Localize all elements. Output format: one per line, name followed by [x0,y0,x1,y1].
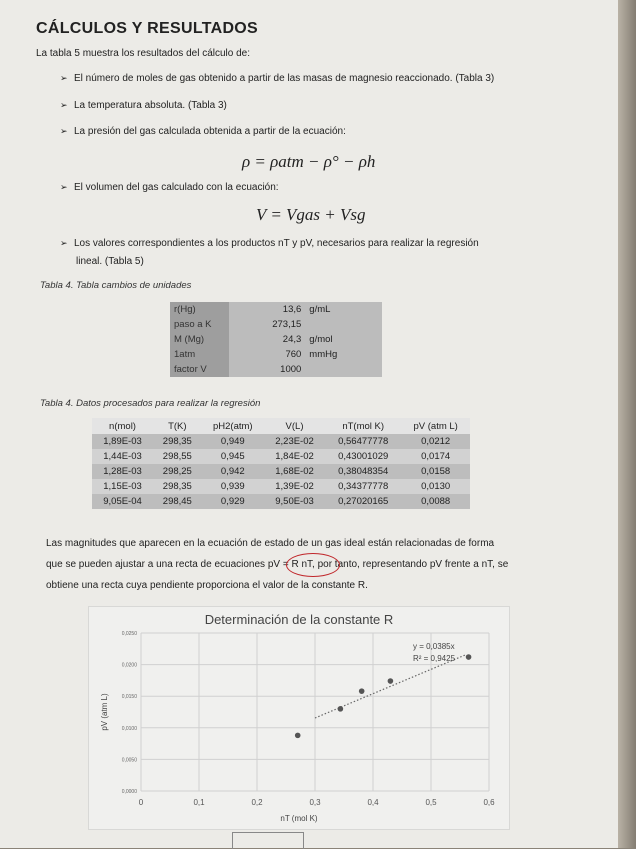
table-cell: 0,43001029 [325,449,401,464]
table-cell: 0,942 [202,464,264,479]
table-row [170,332,382,347]
y-tick-label: 0,0000 [121,789,137,795]
x-tick-label: 0,4 [367,798,379,807]
table-cell: 0,0212 [401,434,470,449]
row-value: 273,15 [272,319,302,330]
table-cell: 9,05E-04 [92,494,153,509]
units-table [170,302,382,377]
y-tick-label: 0,0250 [121,631,137,637]
table-row [92,479,470,494]
x-tick-label: 0,1 [193,798,205,807]
table-cell: 1,39E-02 [264,479,325,494]
column-header: pH2(atm) [202,418,264,434]
column-header: pV (atm L) [401,418,470,434]
page-fold-shape [232,832,304,849]
desk-background [618,0,636,848]
table-cell: 0,38048354 [325,464,401,479]
x-tick-label: 0,2 [251,798,263,807]
scatter-chart [89,607,509,829]
bullet-item: ➢ La temperatura absoluta. (Tabla 3) [60,100,227,111]
trendline-equation: y = 0,0385x [413,642,455,651]
handwritten-circle-annotation [286,553,340,577]
row-label: r(Hg) [170,302,229,317]
row-unit: g/mL [309,304,331,315]
table-cell: 0,0158 [401,464,470,479]
row-value: 24,3 [282,334,302,345]
paragraph-line: obtiene una recta cuya pendiente proporciona el valor de la constante R. [46,580,368,591]
table2-caption: Tabla 4. Datos procesados para realizar la regresión [40,398,261,409]
table-row [92,434,470,449]
table-row [92,464,470,479]
volume-equation: V = Vgas + Vsg [256,205,366,224]
table-cell: 1,89E-03 [92,434,153,449]
table-cell: 1,44E-03 [92,449,153,464]
data-point [338,706,344,712]
row-label: paso a K [170,317,229,332]
table-cell: 298,25 [153,464,202,479]
bullet-item: ➢ El volumen del gas calculado con la ecuación: [60,182,279,193]
x-axis-label: nT (mol K) [280,814,318,823]
table-row [170,362,382,377]
arrow-bullet-icon: ➢ [60,126,68,136]
data-point [466,654,472,660]
trendline-r2: R² = 0,9425 [413,654,456,663]
column-header: V(L) [264,418,325,434]
column-header: nT(mol K) [325,418,401,434]
table-row [170,317,382,332]
section-heading: CÁLCULOS Y RESULTADOS [36,20,259,37]
x-tick-label: 0 [138,798,144,807]
row-value: 1000 [280,364,302,375]
row-unit [305,362,382,377]
intro-text: La tabla 5 muestra los resultados del cálculo de: [36,48,251,59]
chart-title: Determinación de la constante R [204,612,394,627]
regression-data-table [92,418,470,509]
table-cell: 0,0088 [401,494,470,509]
row-value: 760 [285,349,302,360]
table-cell: 1,84E-02 [264,449,325,464]
table-cell: 9,50E-03 [264,494,325,509]
data-point [359,688,365,694]
row-value: 13,6 [282,304,302,315]
table-cell: 0,0130 [401,479,470,494]
table-row [92,494,470,509]
arrow-bullet-icon: ➢ [60,182,68,192]
data-point [295,733,301,739]
table-row [92,449,470,464]
x-tick-label: 0,6 [483,798,495,807]
table-cell: 2,23E-02 [264,434,325,449]
table-cell: 1,68E-02 [264,464,325,479]
paragraph-line: Las magnitudes que aparecen en la ecuación de estado de un gas ideal están relacionadas de forma [46,538,495,549]
table-cell: 0,27020165 [325,494,401,509]
column-header: T(K) [153,418,202,434]
y-tick-label: 0,0200 [121,662,137,669]
row-label: 1atm [170,347,229,362]
x-tick-label: 0,5 [425,798,437,807]
y-tick-label: 0,0100 [121,725,137,732]
bullet-item: ➢ Los valores correspondientes a los productos nT y pV, necesarios para realizar la regresión [60,238,479,249]
pressure-equation: ρ = ρatm − ρ° − ρh [242,152,376,171]
table-row [170,347,382,362]
row-unit: mmHg [309,349,338,360]
bullet-continuation: lineal. (Tabla 5) [76,256,144,267]
row-unit: g/mol [309,334,333,345]
table-cell: 0,56477778 [325,434,401,449]
table-row [170,302,382,317]
data-point [388,678,394,684]
table-cell: 1,28E-03 [92,464,153,479]
row-unit [305,317,382,332]
row-label: M (Mg) [170,332,229,347]
table-cell: 298,45 [153,494,202,509]
table-cell: 0,949 [202,434,264,449]
table-cell: 0,34377778 [325,479,401,494]
table-cell: 0,929 [202,494,264,509]
table-header-row [92,418,470,434]
table-cell: 298,35 [153,434,202,449]
y-tick-label: 0,0050 [121,757,137,764]
chart-area [88,606,510,830]
x-tick-label: 0,3 [309,798,321,807]
table-cell: 298,35 [153,479,202,494]
table-cell: 1,15E-03 [92,479,153,494]
table-cell: 298,55 [153,449,202,464]
table-cell: 0,939 [202,479,264,494]
paragraph-line: que se pueden ajustar a una recta de ecuaciones pV = R nT, por tanto, representando pV frente a nT, se [46,559,509,570]
y-axis-label: pV (atm L) [100,693,109,731]
bullet-item: ➢ La presión del gas calculada obtenida a partir de la ecuación: [60,126,346,137]
bullet-item: ➢ El número de moles de gas obtenido a partir de las masas de magnesio reaccionado. (Tabla 3) [60,73,495,84]
table-cell: 0,0174 [401,449,470,464]
arrow-bullet-icon: ➢ [60,238,68,248]
arrow-bullet-icon: ➢ [60,100,68,110]
y-tick-label: 0,0150 [121,694,137,701]
table-cell: 0,945 [202,449,264,464]
table1-caption: Tabla 4. Tabla cambios de unidades [40,280,192,291]
column-header: n(mol) [92,418,153,434]
row-label: factor V [170,362,229,377]
arrow-bullet-icon: ➢ [60,73,68,83]
